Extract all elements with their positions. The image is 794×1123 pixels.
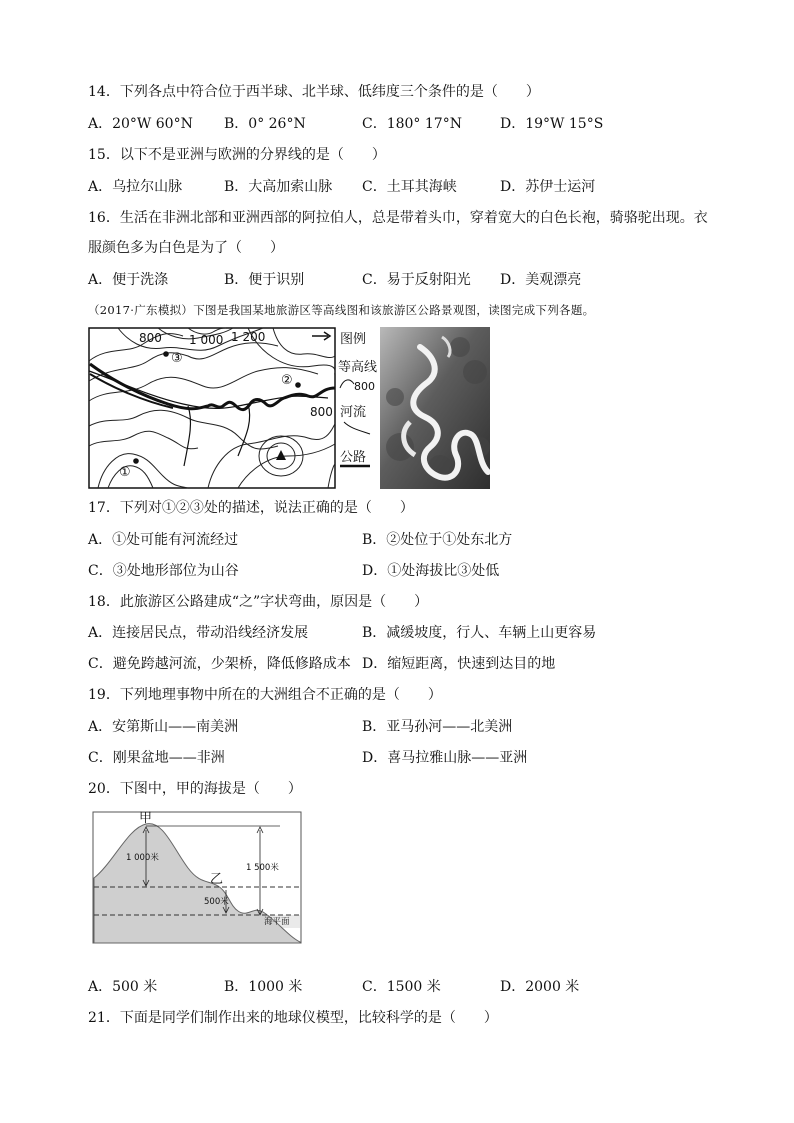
q18-option-a: A．连接居民点，带动沿线经济发展 [88, 625, 309, 641]
q18-option-b: B．减缓坡度，行人、车辆上山更容易 [362, 625, 597, 641]
q19-stem: 19．下列地理事物中所在的大洲组合不正确的是（ ） [88, 687, 442, 703]
q18-option-c: C．避免跨越河流，少架桥，降低修路成本 [88, 656, 351, 672]
q14-option-d: D．19°W 15°S [500, 116, 604, 132]
q16-option-b: B．便于识别 [224, 272, 305, 288]
q17-option-c: C．③处地形部位为山谷 [88, 563, 239, 579]
contour-label-800-top: 800 [139, 331, 162, 345]
profile-label-yi: 乙 [210, 872, 224, 887]
q15-stem: 15．以下不是亚洲与欧洲的分界线的是（ ） [88, 147, 386, 163]
q17-stem: 17．下列对①②③处的描述，说法正确的是（ ） [88, 500, 414, 516]
profile-label-500m: 500米 [204, 897, 229, 907]
q19-option-b: B．亚马孙河——北美洲 [362, 719, 513, 735]
winding-road-photo [380, 327, 490, 489]
q18-option-d: D．缩短距离，快速到达目的地 [362, 656, 556, 672]
point-3-label: ③ [171, 351, 183, 366]
q19-option-a: A．安第斯山——南美洲 [88, 719, 239, 735]
q17-option-a: A．①处可能有河流经过 [88, 532, 239, 548]
q16-stem-line2: 服颜色多为白色是为了（ ） [88, 240, 284, 256]
profile-label-sea-level: 海平面 [264, 917, 290, 927]
group-note: （2017·广东模拟）下图是我国某地旅游区等高线图和该旅游区公路景观图，读图完成下列各题。 [88, 303, 595, 317]
legend-river: 河流 [340, 405, 367, 420]
q21-stem: 21．下面是同学们制作出来的地球仪模型，比较科学的是（ ） [88, 1010, 498, 1026]
q14-option-b: B．0° 26°N [224, 116, 306, 132]
contour-label-800-right: 800 [310, 405, 333, 419]
contour-map-figure [88, 326, 378, 491]
q16-stem-line1: 16．生活在非洲北部和亚洲西部的阿拉伯人，总是带着头巾，穿着宽大的白色长袍，骑骆驼出现。衣 [88, 210, 708, 226]
legend-contour: 等高线 [338, 360, 378, 375]
profile-label-jia: 甲 [139, 811, 153, 826]
elevation-profile-figure [88, 808, 304, 946]
profile-label-1000m: 1 000米 [126, 853, 159, 863]
legend-contour-value: 800 [354, 380, 375, 393]
q19-option-c: C．刚果盆地——非洲 [88, 750, 225, 766]
q20-stem: 20．下图中，甲的海拔是（ ） [88, 781, 302, 797]
q20-option-b: B．1000 米 [224, 979, 303, 995]
q16-option-d: D．美观漂亮 [500, 272, 582, 288]
q20-option-c: C．1500 米 [362, 979, 441, 995]
q16-option-a: A．便于洗涤 [88, 272, 169, 288]
legend-title: 图例 [340, 332, 367, 347]
q15-option-d: D．苏伊士运河 [500, 179, 596, 195]
legend-road: 公路 [340, 450, 367, 465]
q20-option-d: D．2000 米 [500, 979, 580, 995]
q15-option-b: B．大高加索山脉 [224, 179, 333, 195]
q17-option-b: B．②处位于①处东北方 [362, 532, 513, 548]
q18-stem: 18．此旅游区公路建成“之”字状弯曲，原因是（ ） [88, 594, 429, 610]
contour-label-1200: 1 200 [231, 330, 266, 344]
point-1-label: ① [119, 465, 131, 480]
q14-option-c: C．180° 17°N [362, 116, 462, 132]
q20-option-a: A．500 米 [88, 979, 158, 995]
q15-option-c: C．土耳其海峡 [362, 179, 457, 195]
q16-option-c: C．易于反射阳光 [362, 272, 471, 288]
profile-label-1500m: 1 500米 [246, 863, 279, 873]
q14-option-a: A．20°W 60°N [88, 116, 193, 132]
q15-option-a: A．乌拉尔山脉 [88, 179, 183, 195]
contour-label-1000: 1 000 [189, 333, 224, 347]
q19-option-d: D．喜马拉雅山脉——亚洲 [362, 750, 528, 766]
point-2-label: ② [281, 373, 293, 388]
q17-option-d: D．①处海拔比③处低 [362, 563, 500, 579]
q14-stem: 14．下列各点中符合位于西半球、北半球、低纬度三个条件的是（ ） [88, 84, 540, 100]
